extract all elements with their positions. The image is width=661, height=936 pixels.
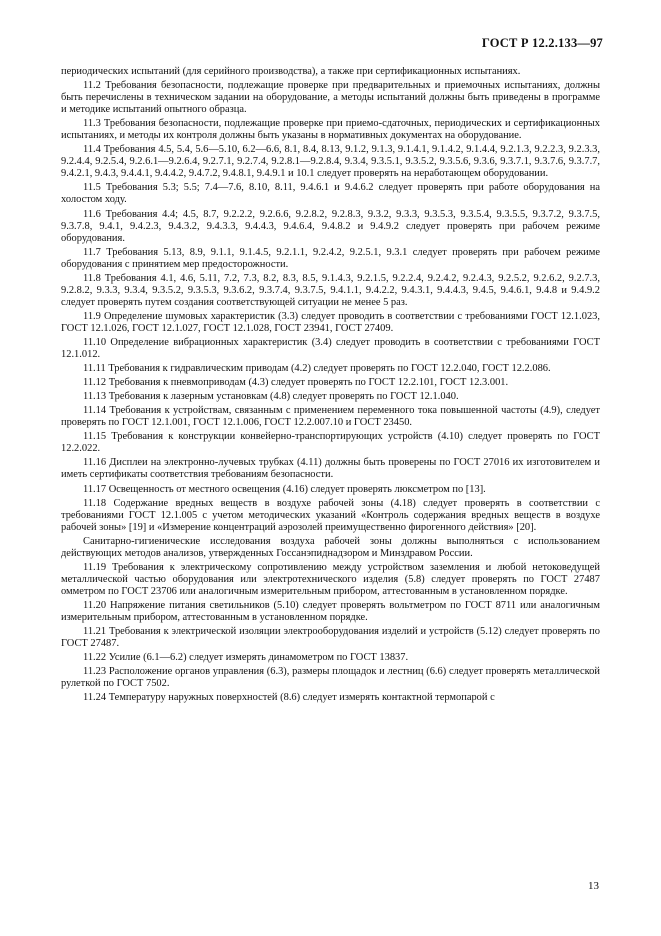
paragraph: 11.10 Определение вибрационных характеристик (3.4) следует проводить в соответствии с требованиями ГОСТ 12.1.012. [61,336,600,361]
paragraph: 11.18 Содержание вредных веществ в воздухе рабочей зоны (4.18) следует проверять в соответствии с требованиями ГОСТ 12.1.005 с учетом методических указаний «Контроль содержания вредных веществ в воздухе рабочей зоны» [19] и «Измерение концентраций аэрозолей преимущественно фирогенного действия» [20]. [61,497,600,533]
paragraph: 11.8 Требования 4.1, 4.6, 5.11, 7.2, 7.3, 8.2, 8.3, 8.5, 9.1.4.3, 9.2.1.5, 9.2.2.4, 9.2.4.2, 9.2.4.3, 9.2.5.2, 9.2.6.2, 9.2.7.3, 9.2.8.2, 9.3.3, 9.3.4, 9.3.5.2, 9.3.5.3, 9.3.6.2, 9.3.7.4, 9.3.7.5, 9.4.1.1, 9.4.2.2, 9.4.3.1, 9.4.4.3, 9.4.5, 9.4.6.1, 9.4.8 и 9.4.9.2 следует проверять путем создания соответствующей ситуации не менее 5 раз. [61,272,600,308]
paragraph: 11.22 Усилие (6.1—6.2) следует измерять динамометром по ГОСТ 13837. [83,652,409,664]
paragraph: 11.16 Дисплеи на электронно-лучевых трубках (4.11) должны быть проверены по ГОСТ 27016 их изготовителем и иметь сертификаты соответствия требованиям безопасности. [61,457,600,481]
paragraph: 11.9 Определение шумовых характеристик (3.3) следует проводить в соответствии с требованиями ГОСТ 12.1.023, ГОСТ 12.1.026, ГОСТ 12.1.027, ГОСТ 12.1.028, ГОСТ 23941, ГОСТ 27409. [61,310,600,334]
paragraph: 11.19 Требования к электрическому сопротивлению между устройством заземления и любой нетоковедущей металлической частью оборудования или электротехнического изделия (5.8) следует проверять по ГОСТ 27487 омметром по ГОСТ 23706 или аналогичным измерительным прибором, аттестованным в установленном порядке. [61,561,600,597]
body-text [61,66,600,706]
paragraph: 11.6 Требования 4.4; 4.5, 8.7, 9.2.2.2, 9.2.6.6, 9.2.8.2, 9.2.8.3, 9.3.2, 9.3.3, 9.3.5.3, 9.3.5.4, 9.3.5.5, 9.3.7.2, 9.3.7.5, 9.3.7.8, 9.4.1, 9.4.2.3, 9.4.3.2, 9.4.3.3, 9.4.4.3, 9.4.6.4, 9.4.8.2 и 9.4.9.2 следует проверять при рабочем режиме оборудования. [61,208,600,244]
paragraph: 11.15 Требования к конструкции конвейерно-транспортирующих устройств (4.10) следует проверять по ГОСТ 12.2.022. [61,431,600,455]
paragraph: 11.7 Требования 5.13, 8.9, 9.1.1, 9.1.4.5, 9.2.1.1, 9.2.4.2, 9.2.5.1, 9.3.1 следует проверять при рабочем режиме оборудования с принятием мер предосторожности. [61,246,600,270]
paragraph: 11.17 Освещенность от местного освещения (4.16) следует проверять люксметром по [13]. [83,483,486,495]
paragraph: 11.13 Требования к лазерным установкам (4.8) следует проверять по ГОСТ 12.1.040. [83,391,459,403]
paragraph: 11.4 Требования 4.5, 5.4, 5.6—5.10, 6.2—6.6, 8.1, 8.4, 8.13, 9.1.2, 9.1.3, 9.1.4.1, 9.1.4.2, 9.1.4.4, 9.2.1.3, 9.2.2.3, 9.2.3.3, 9.2.4.4, 9.2.5.4, 9.2.6.1—9.2.6.4, 9.2.7.1, 9.2.7.4, 9.2.8.1—9.2.8.4, 9.3.4, 9.3.5.1, 9.3.5.2, 9.3.5.6, 9.3.6, 9.3.7.1, 9.3.7.6, 9.3.7.7, 9.4.2.1, 9.4.3, 9.4.4.1, 9.4.4.2, 9.4.7.2, 9.4.8.1, 9.4.9.1 и 10.1 следует проверять на неработающем оборудовании. [61,144,600,180]
paragraph: 11.24 Температуру наружных поверхностей (8.6) следует измерять контактной термопарой с [83,692,495,704]
page-number: 13 [588,880,599,892]
paragraph: 11.5 Требования 5.3; 5.5; 7.4—7.6, 8.10, 8.11, 9.4.6.1 и 9.4.6.2 следует проверять при работе оборудования на холостом ходу. [61,182,600,206]
paragraph: Санитарно-гигиенические исследования воздуха рабочей зоны должны выполняться с использованием действующих методов анализов, утвержденных Госсанэпиднадзором и Минздравом России. [61,535,600,559]
paragraph: 11.23 Расположение органов управления (6.3), размеры площадок и лестниц (6.6) следует проверять металлической рулеткой по ГОСТ 7502. [61,666,600,690]
paragraph: 11.12 Требования к пневмоприводам (4.3) следует проверять по ГОСТ 12.2.101, ГОСТ 12.3.001. [83,377,509,389]
paragraph: периодических испытаний (для серийного производства), а также при сертификационных испытаниях. [61,66,521,77]
document-code: ГОСТ Р 12.2.133—97 [481,36,603,50]
paragraph: 11.21 Требования к электрической изоляции электрооборудования изделий и устройств (5.12) следует проверять по ГОСТ 27487. [61,626,600,650]
paragraph: 11.14 Требования к устройствам, связанным с применением переменного тока повышенной частоты (4.9), следует проверять по ГОСТ 12.1.001, ГОСТ 12.1.006, ГОСТ 12.2.007.10 и ГОСТ 23450. [61,405,600,429]
paragraph: 11.3 Требования безопасности, подлежащие проверке при приемо-сдаточных, периодических и сертификационных испытаниях, и методы их контроля должны быть указаны в нормативных документах на оборудование. [61,118,600,142]
paragraph: 11.2 Требования безопасности, подлежащие проверке при предварительных и приемочных испытаниях, должны быть перечислены в техническом задании на оборудование, а методы испытаний должны быть приведены в программе и методике испытаний опытного образца. [61,80,600,116]
paragraph: 11.11 Требования к гидравлическим приводам (4.2) следует проверять по ГОСТ 12.2.040, ГОСТ 12.2.086. [83,363,551,375]
paragraph: 11.20 Напряжение питания светильников (5.10) следует проверять вольтметром по ГОСТ 8711 или аналогичным измерительным прибором, аттестованным в установленном порядке. [61,599,600,623]
